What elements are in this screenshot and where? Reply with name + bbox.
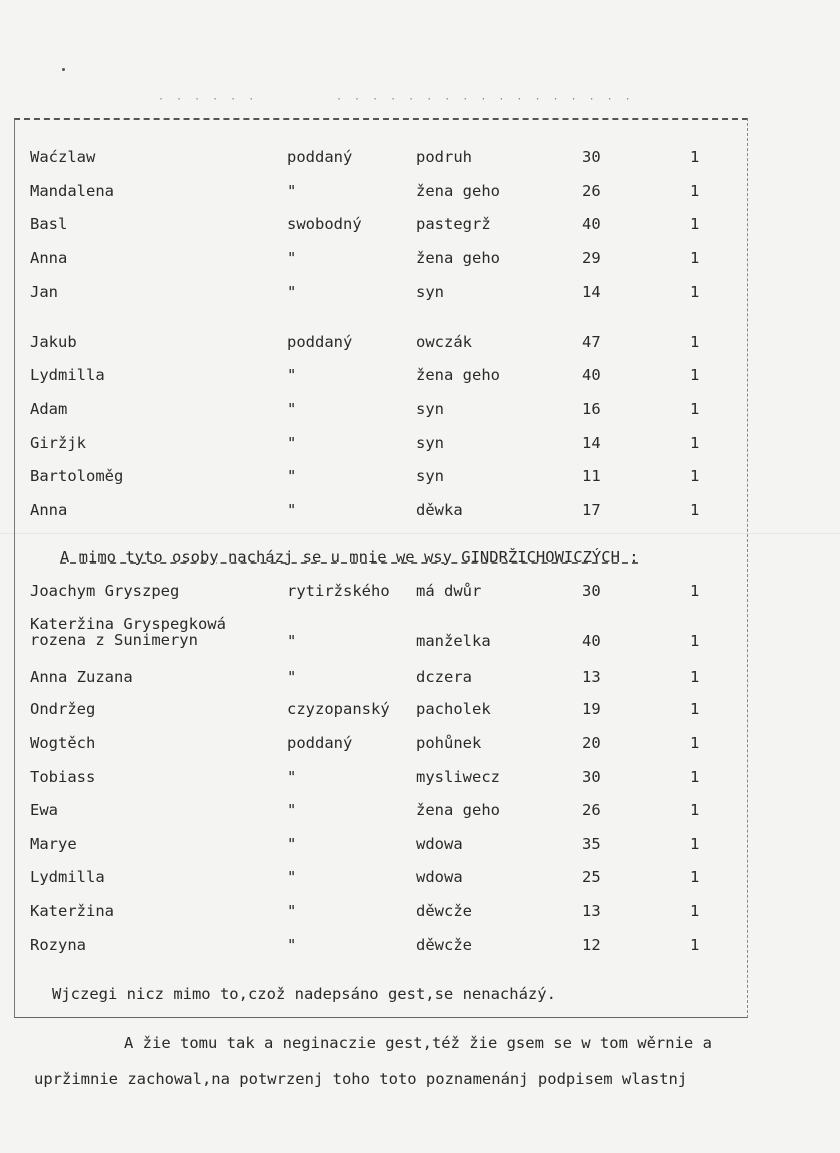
count: 1 <box>690 734 700 752</box>
age: 19 <box>582 700 601 718</box>
status: poddaný <box>287 734 353 752</box>
person-name-line-2: rozena z Sunimeryn <box>30 631 198 649</box>
role: wdowa <box>416 835 463 853</box>
status: " <box>287 400 297 418</box>
role: děwcže <box>416 936 472 954</box>
status: " <box>287 902 297 920</box>
status: " <box>287 467 297 485</box>
person-name: Basl <box>30 215 68 233</box>
register-row <box>0 180 840 202</box>
status: " <box>287 632 297 650</box>
faded-dots: · · · · · · · · · · · · · · · · · <box>336 94 634 105</box>
person-name: Anna Zuzana <box>30 668 133 686</box>
person-name: Wogtěch <box>30 734 96 752</box>
role: má dwůr <box>416 582 482 600</box>
count: 1 <box>690 434 700 452</box>
register-row <box>0 398 840 420</box>
age: 13 <box>582 668 601 686</box>
age: 26 <box>582 801 601 819</box>
age: 12 <box>582 936 601 954</box>
count: 1 <box>690 182 700 200</box>
age: 25 <box>582 868 601 886</box>
person-name: Kateržina Gryspegkowá <box>30 615 226 633</box>
count: 1 <box>690 366 700 384</box>
register-row <box>0 866 840 888</box>
role: owczák <box>416 333 472 351</box>
age: 40 <box>582 215 601 233</box>
status: " <box>287 835 297 853</box>
register-row <box>0 432 840 454</box>
status: rytiržského <box>287 582 390 600</box>
age: 14 <box>582 434 601 452</box>
role: žena geho <box>416 801 500 819</box>
age: 30 <box>582 582 601 600</box>
person-name: Jakub <box>30 333 77 351</box>
register-row <box>0 833 840 855</box>
register-row <box>0 666 840 688</box>
status: " <box>287 366 297 384</box>
register-row <box>0 766 840 788</box>
role: pohůnek <box>416 734 482 752</box>
role: podruh <box>416 148 472 166</box>
role: dczera <box>416 668 472 686</box>
count: 1 <box>690 801 700 819</box>
person-name: Lydmilla <box>30 366 105 384</box>
status: " <box>287 668 297 686</box>
status: " <box>287 801 297 819</box>
status: " <box>287 936 297 954</box>
person-name: Tobiass <box>30 768 96 786</box>
count: 1 <box>690 632 700 650</box>
register-row <box>0 213 840 235</box>
count: 1 <box>690 283 700 301</box>
register-row <box>0 698 840 720</box>
role: syn <box>416 400 444 418</box>
status: poddaný <box>287 333 353 351</box>
role: manželka <box>416 632 491 650</box>
age: 30 <box>582 148 601 166</box>
age: 11 <box>582 467 601 485</box>
status: " <box>287 501 297 519</box>
role: syn <box>416 467 444 485</box>
count: 1 <box>690 835 700 853</box>
age: 40 <box>582 632 601 650</box>
register-row <box>0 900 840 922</box>
age: 29 <box>582 249 601 267</box>
status: " <box>287 283 297 301</box>
person-name: Marye <box>30 835 77 853</box>
count: 1 <box>690 148 700 166</box>
register-row <box>0 580 840 602</box>
person-name: Waćzlaw <box>30 148 96 166</box>
role: děwcže <box>416 902 472 920</box>
register-row <box>0 499 840 521</box>
person-name: Kateržina <box>30 902 114 920</box>
status: " <box>287 768 297 786</box>
count: 1 <box>690 467 700 485</box>
count: 1 <box>690 400 700 418</box>
count: 1 <box>690 768 700 786</box>
role: pastegrž <box>416 215 491 233</box>
count: 1 <box>690 582 700 600</box>
person-name: Anna <box>30 501 68 519</box>
age: 26 <box>582 182 601 200</box>
person-name: Joachym Gryszpeg <box>30 582 180 600</box>
role: žena geho <box>416 182 500 200</box>
person-name: Bartoloměg <box>30 467 124 485</box>
person-name: Anna <box>30 249 68 267</box>
register-row <box>0 615 840 652</box>
register-row <box>0 465 840 487</box>
role: žena geho <box>416 249 500 267</box>
register-row <box>0 934 840 956</box>
count: 1 <box>690 249 700 267</box>
register-row <box>0 146 840 168</box>
role: syn <box>416 434 444 452</box>
person-name: Ewa <box>30 801 58 819</box>
role: žena geho <box>416 366 500 384</box>
count: 1 <box>690 501 700 519</box>
count: 1 <box>690 902 700 920</box>
age: 14 <box>582 283 601 301</box>
role: wdowa <box>416 868 463 886</box>
status: " <box>287 249 297 267</box>
register-row <box>0 281 840 303</box>
age: 40 <box>582 366 601 384</box>
count: 1 <box>690 333 700 351</box>
role: mysliwecz <box>416 768 500 786</box>
register-row <box>0 364 840 386</box>
age: 20 <box>582 734 601 752</box>
age: 17 <box>582 501 601 519</box>
ink-speck <box>62 68 65 71</box>
status: " <box>287 868 297 886</box>
closing-line-1: A žie tomu tak a neginaczie gest,též žie gsem se w tom wěrnie a <box>124 1034 712 1052</box>
role: syn <box>416 283 444 301</box>
status: poddaný <box>287 148 353 166</box>
count: 1 <box>690 215 700 233</box>
age: 30 <box>582 768 601 786</box>
footer-note: Wjczegi nicz mimo to,czož nadepsáno gest,se nenacházý. <box>52 985 556 1003</box>
status: " <box>287 182 297 200</box>
status: " <box>287 434 297 452</box>
role: děwka <box>416 501 463 519</box>
closing-line-2: upržimnie zachowal,na potwrzenj toho toto poznamenánj podpisem wlastnj <box>34 1070 688 1088</box>
person-name: Adam <box>30 400 68 418</box>
count: 1 <box>690 868 700 886</box>
register-row <box>0 331 840 353</box>
age: 35 <box>582 835 601 853</box>
status: swobodný <box>287 215 362 233</box>
person-name: Rozyna <box>30 936 86 954</box>
person-name: Mandalena <box>30 182 114 200</box>
age: 13 <box>582 902 601 920</box>
count: 1 <box>690 936 700 954</box>
role: pacholek <box>416 700 491 718</box>
age: 16 <box>582 400 601 418</box>
age: 47 <box>582 333 601 351</box>
person-name: Jan <box>30 283 58 301</box>
count: 1 <box>690 668 700 686</box>
status: czyzopanský <box>287 700 390 718</box>
person-name: Giržjk <box>30 434 86 452</box>
register-row <box>0 247 840 269</box>
person-name: Lydmilla <box>30 868 105 886</box>
register-row <box>0 732 840 754</box>
faded-dots: · · · · · · <box>158 94 258 105</box>
count: 1 <box>690 700 700 718</box>
person-name: Ondržeg <box>30 700 96 718</box>
register-row <box>0 799 840 821</box>
section-heading: A mimo tyto osoby nacházj se u mnie we wsy GINDRŽICHOWICZÝCH : <box>60 548 639 566</box>
